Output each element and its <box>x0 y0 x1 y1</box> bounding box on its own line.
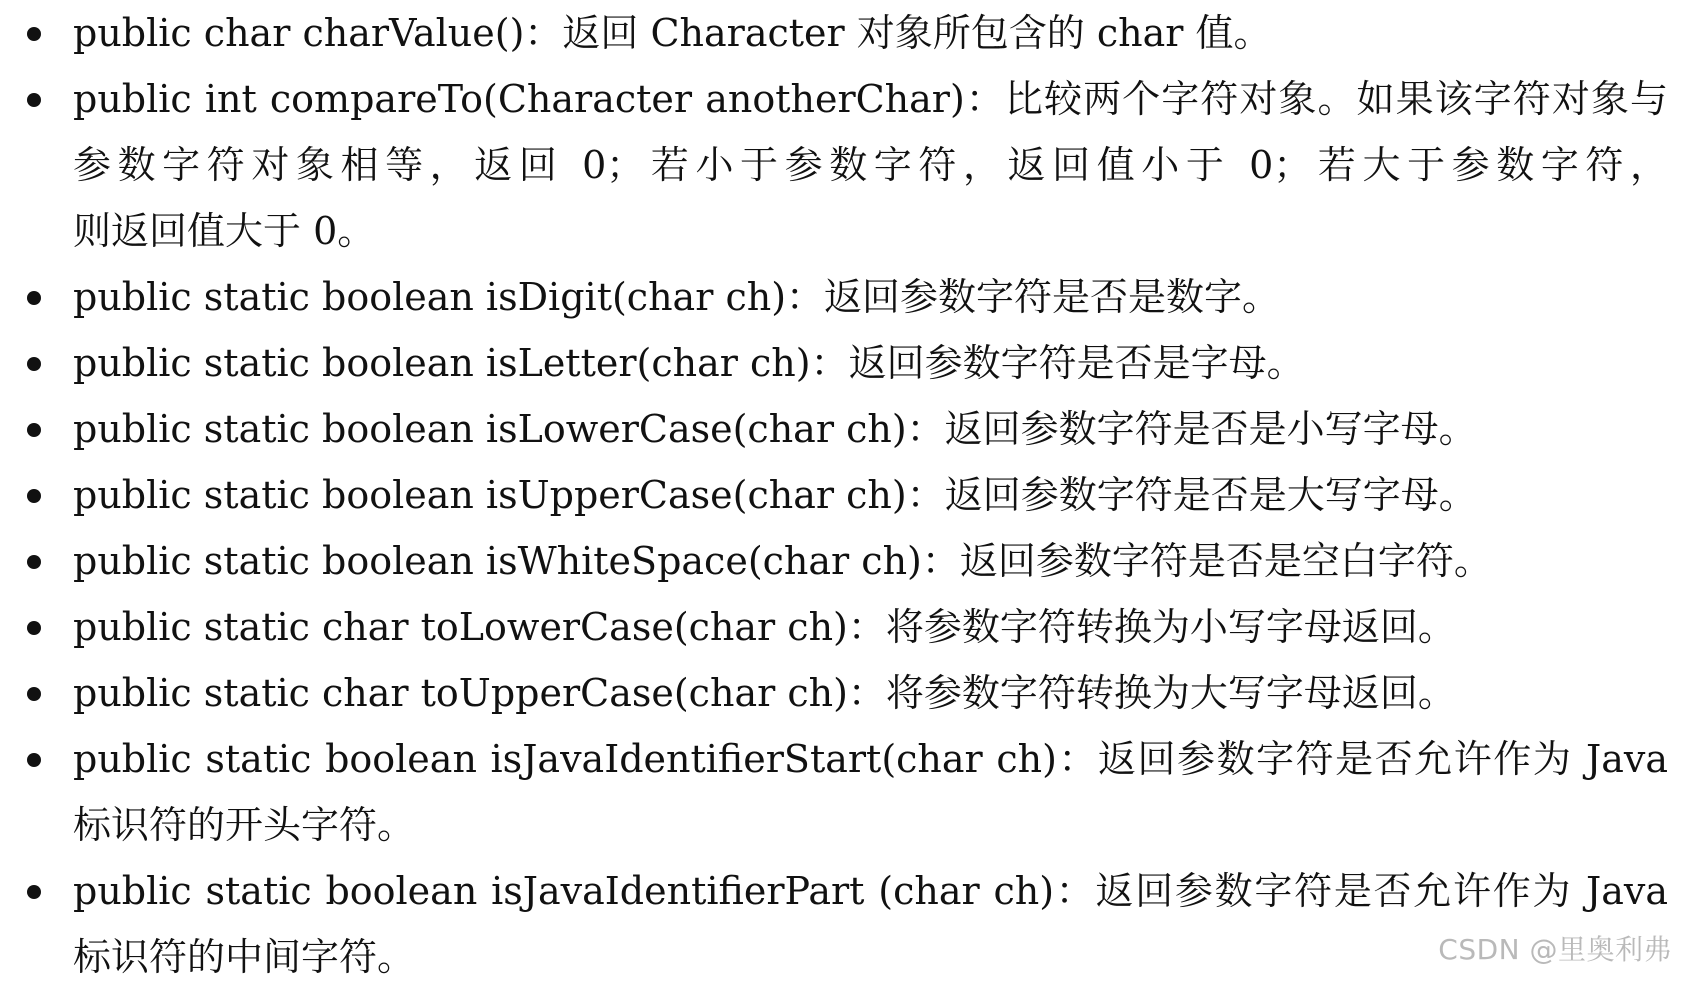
list-item-isdigit <box>0 264 1690 330</box>
item-text: public static boolean isWhiteSpace(char ch)：返回参数字符是否是空白字符。 <box>73 539 1492 583</box>
bullet-icon <box>27 555 41 569</box>
bullet-icon <box>27 93 41 107</box>
bullet-icon <box>27 423 41 437</box>
item-text-line-2: 标识符的开头字符。 <box>73 803 416 847</box>
list-item-islowercase <box>0 396 1690 462</box>
item-text: public static boolean isLowerCase(char ch)：返回参数字符是否是小写字母。 <box>73 407 1477 451</box>
item-text: public static boolean isUpperCase(char ch)：返回参数字符是否是大写字母。 <box>73 473 1477 517</box>
bullet-icon <box>27 753 41 767</box>
list-item-isletter <box>0 330 1690 396</box>
bullet-icon <box>27 291 41 305</box>
bullet-icon <box>27 27 41 41</box>
list-item-touppercase <box>0 660 1690 726</box>
list-item-isuppercase <box>0 462 1690 528</box>
bullet-icon <box>27 885 41 899</box>
csdn-watermark: CSDN @里奥利弗 <box>1438 933 1672 966</box>
bullet-icon <box>27 357 41 371</box>
item-text-line-1: public int compareTo(Character anotherChar)：比较两个字符对象。如果该字符对象与 <box>73 77 1668 121</box>
bullet-icon <box>27 621 41 635</box>
item-text: public char charValue()：返回 Character 对象所包含的 char 值。 <box>73 11 1272 55</box>
item-text-line-1: public static boolean isJavaIdentifierStart(char ch)：返回参数字符是否允许作为 Java <box>73 737 1668 781</box>
list-item-isjavaidentifierpart <box>0 858 1690 990</box>
item-text-line-1: public static boolean isJavaIdentifierPart (char ch)：返回参数字符是否允许作为 Java <box>73 869 1668 913</box>
list-item-tolowercase <box>0 594 1690 660</box>
item-text: public static boolean isLetter(char ch)：返回参数字符是否是字母。 <box>73 341 1305 385</box>
list-item-compareto <box>0 66 1690 264</box>
item-text-line-3: 则返回值大于 0。 <box>73 209 376 253</box>
list-item-iswhitespace <box>0 528 1690 594</box>
bullet-icon <box>27 489 41 503</box>
item-text: public static char toUpperCase(char ch)：将参数字符转换为大写字母返回。 <box>73 671 1456 715</box>
bullet-icon <box>27 687 41 701</box>
list-item-isjavaidentifierstart <box>0 726 1690 858</box>
item-text-line-2: 标识符的中间字符。 <box>73 935 416 979</box>
item-text: public static char toLowerCase(char ch)：将参数字符转换为小写字母返回。 <box>73 605 1456 649</box>
item-text-line-2: 参数字符对象相等，返回 0；若小于参数字符，返回值小于 0；若大于参数字符， <box>73 143 1668 187</box>
item-text: public static boolean isDigit(char ch)：返回参数字符是否是数字。 <box>73 275 1281 319</box>
list-item-charvalue <box>0 0 1690 66</box>
